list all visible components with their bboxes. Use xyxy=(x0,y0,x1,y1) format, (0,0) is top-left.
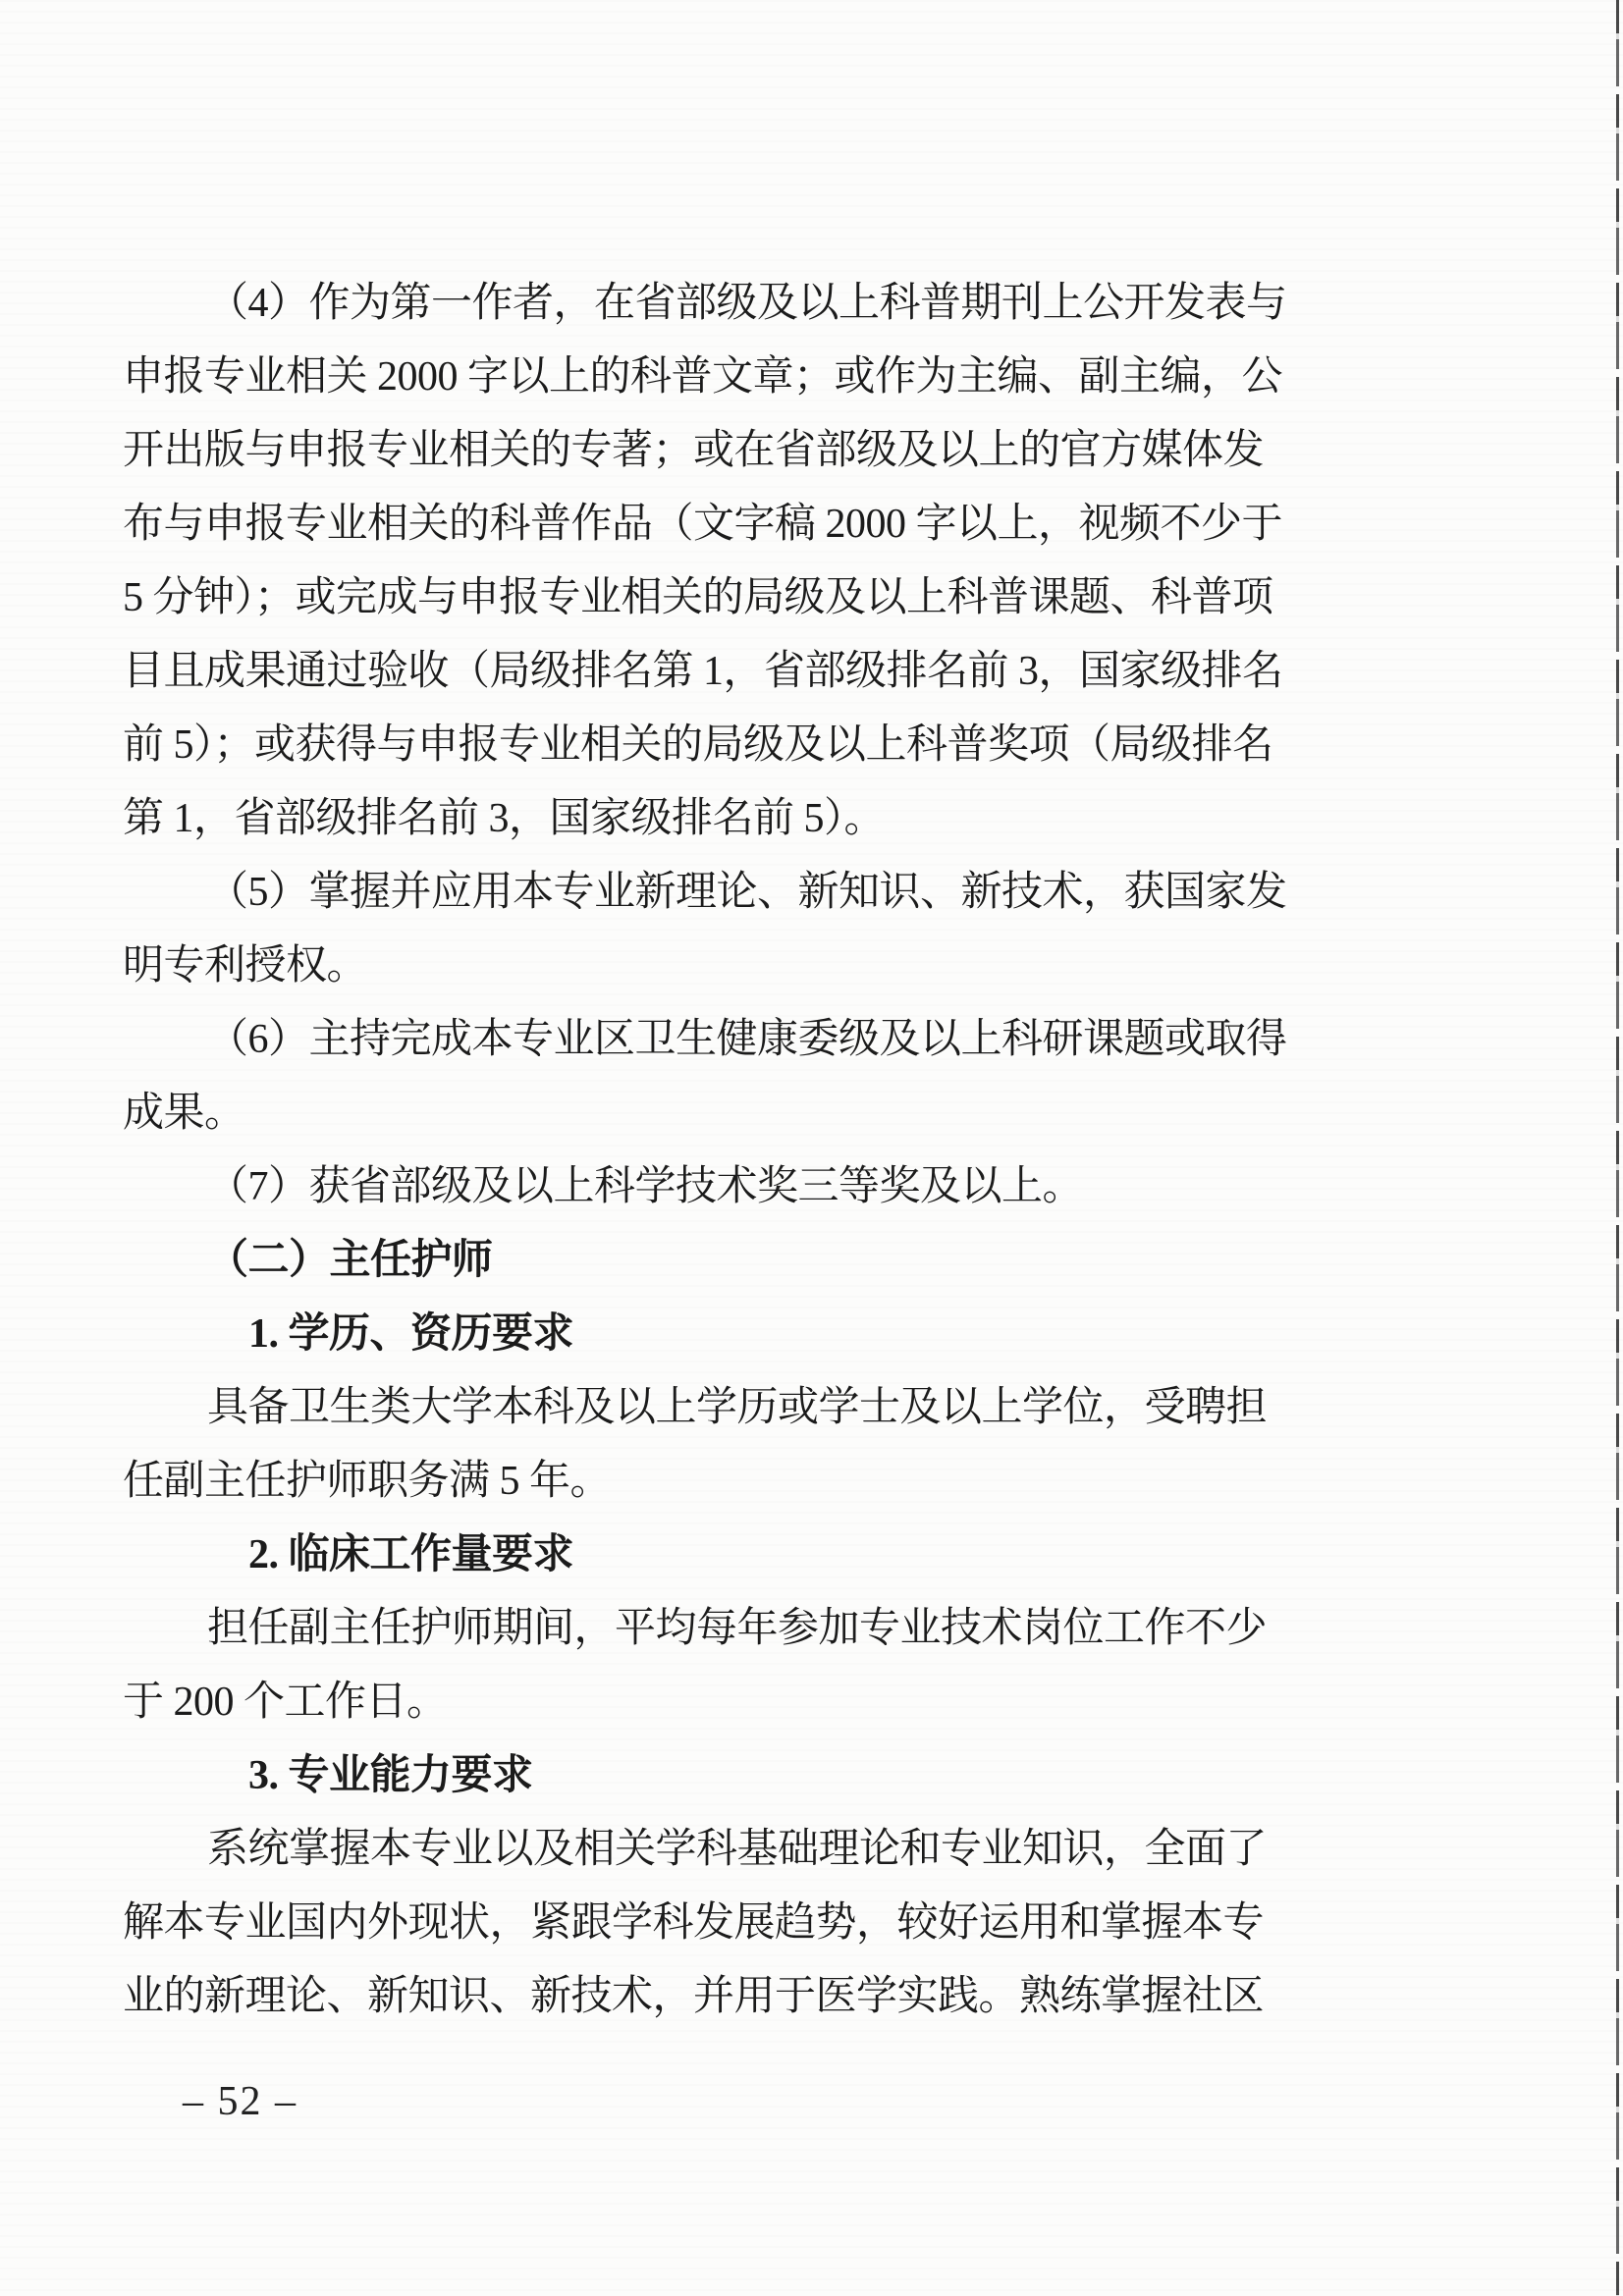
paragraph-line-13: （7）获省部级及以上科学技术奖三等奖及以上。 xyxy=(207,1164,1084,1209)
paragraph-line-7: 前 5）；或获得与申报专业相关的局级及以上科普奖项（局级排名 xyxy=(123,722,1273,768)
scan-edge-artifact-line xyxy=(1616,0,1619,2296)
paragraph-line-20: 于 200 个工作日。 xyxy=(123,1680,448,1725)
paragraph-line-5: 5 分钟）；或完成与申报专业相关的局级及以上科普课题、科普项 xyxy=(123,575,1273,620)
section-heading-chief-nurse: （二）主任护师 xyxy=(207,1238,493,1283)
paragraph-line-12: 成果。 xyxy=(123,1091,245,1136)
paragraph-line-6: 目且成果通过验收（局级排名第 1，省部级排名前 3，国家级排名 xyxy=(123,649,1283,694)
document-body xyxy=(123,267,1287,2034)
page-number: – 52 – xyxy=(183,2079,298,2124)
paragraph-line-10: 明专利授权。 xyxy=(123,943,368,988)
paragraph-line-16: 具备卫生类大学本科及以上学历或学士及以上学位，受聘担 xyxy=(207,1385,1268,1430)
paragraph-line-23: 解本专业国内外现状，紧跟学科发展趋势，较好运用和掌握本专 xyxy=(123,1900,1265,1946)
heading-education-requirements: 1. 学历、资历要求 xyxy=(248,1311,574,1357)
paragraph-line-3: 开出版与申报专业相关的专著；或在省部级及以上的官方媒体发 xyxy=(123,428,1265,473)
heading-professional-ability-requirements: 3. 专业能力要求 xyxy=(248,1753,533,1798)
paragraph-line-2: 申报专业相关 2000 字以上的科普文章；或作为主编、副主编，公 xyxy=(123,354,1283,400)
paragraph-line-17: 任副主任护师职务满 5 年。 xyxy=(123,1459,612,1504)
heading-clinical-workload-requirements: 2. 临床工作量要求 xyxy=(248,1532,574,1577)
paragraph-line-9: （5）掌握并应用本专业新理论、新知识、新技术，获国家发 xyxy=(207,870,1287,915)
paragraph-line-8: 第 1，省部级排名前 3，国家级排名前 5）。 xyxy=(123,796,886,841)
paragraph-line-24: 业的新理论、新知识、新技术，并用于医学实践。熟练掌握社区 xyxy=(123,1974,1265,2019)
paragraph-line-4: 布与申报专业相关的科普作品（文字稿 2000 字以上，视频不少于 xyxy=(123,502,1283,547)
paragraph-line-1: （4）作为第一作者，在省部级及以上科普期刊上公开发表与 xyxy=(207,281,1287,326)
paragraph-line-22: 系统掌握本专业以及相关学科基础理论和专业知识，全面了 xyxy=(207,1827,1268,1872)
paragraph-line-11: （6）主持完成本专业区卫生健康委级及以上科研课题或取得 xyxy=(207,1017,1287,1062)
paragraph-line-19: 担任副主任护师期间，平均每年参加专业技术岗位工作不少 xyxy=(207,1606,1268,1651)
